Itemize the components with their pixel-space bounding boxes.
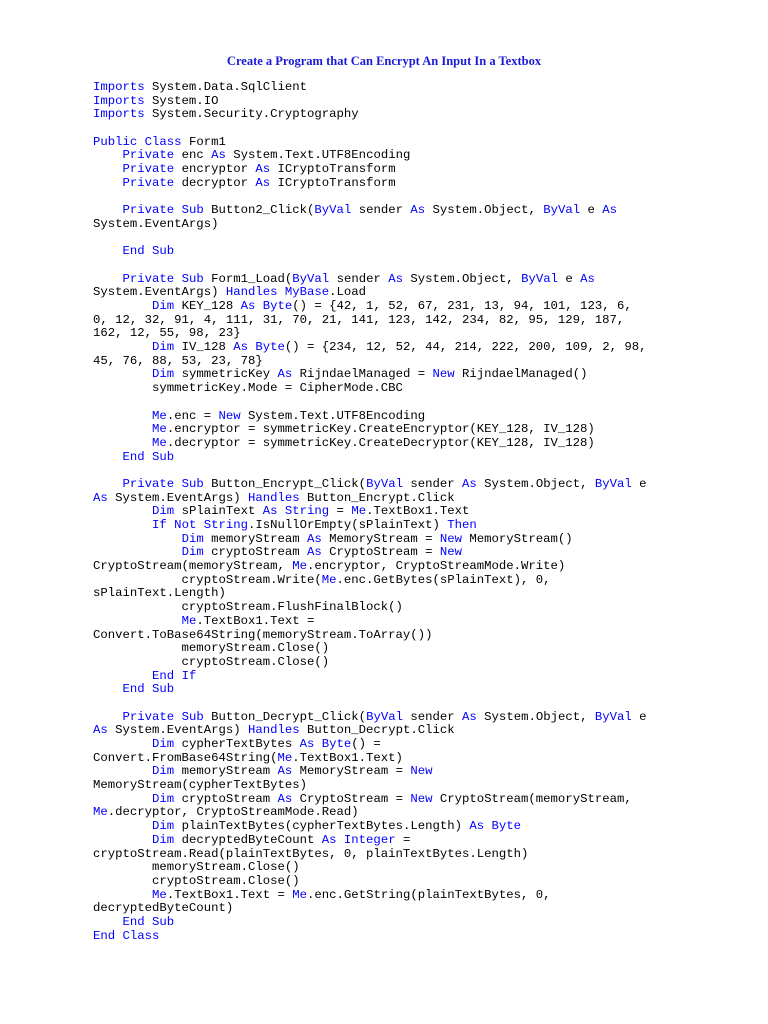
code-text: Button_Encrypt.Click (299, 490, 455, 505)
code-text: cypherTextBytes (174, 737, 300, 751)
code-text: .enc.GetString(plainTextBytes, 0, (307, 887, 551, 902)
code-text (93, 545, 182, 559)
code-keyword: Dim (152, 299, 175, 313)
code-keyword: New (432, 367, 455, 382)
code-line (93, 423, 647, 437)
code-keyword: Imports (93, 93, 145, 108)
code-text: cryptoStream.Write( (93, 572, 322, 587)
code-text: = (395, 832, 411, 847)
code-keyword: ByVal (292, 271, 330, 286)
code-line (93, 478, 647, 492)
code-text: e (631, 476, 647, 491)
code-keyword: Me (292, 559, 308, 574)
code-keyword: As (255, 162, 271, 177)
code-text: .enc = (166, 408, 219, 423)
code-text (93, 518, 152, 532)
code-text: RijndaelManaged() (454, 367, 588, 382)
code-text: memoryStream (174, 764, 278, 779)
code-text: .TextBox1.Text = (166, 887, 293, 902)
code-text: System.EventArgs) (107, 723, 248, 738)
code-line (93, 848, 647, 862)
code-keyword: Me (181, 613, 197, 628)
code-text: () = {234, 12, 52, 44, 214, 222, 200, 109, 2, 98, (284, 340, 647, 355)
code-text: sPlainText.Length) (93, 586, 226, 601)
code-keyword: As (93, 723, 108, 738)
code-text (93, 764, 152, 778)
code-keyword: End If (152, 668, 197, 683)
code-line (93, 95, 647, 109)
code-line (93, 738, 647, 752)
code-text: cryptoStream (174, 791, 278, 806)
code-text: System.Text.UTF8Encoding (225, 148, 411, 163)
code-keyword: Dim (152, 764, 175, 779)
code-keyword: Me (152, 408, 167, 423)
code-text: symmetricKey (174, 367, 278, 382)
code-text (93, 819, 152, 833)
code-line (93, 806, 647, 820)
code-text (93, 614, 182, 628)
code-text: 0, 12, 32, 91, 4, 111, 31, 70, 21, 141, 123, 142, 234, 82, 95, 129, 187, (93, 312, 625, 327)
code-text: = (329, 504, 352, 519)
code-text: sPlainText (174, 504, 263, 519)
code-text (93, 367, 152, 381)
code-line (93, 286, 647, 300)
code-keyword: New (218, 408, 241, 423)
code-keyword: Private Sub (122, 709, 204, 724)
code-keyword: As Byte (240, 299, 293, 313)
code-line (93, 875, 647, 889)
code-text (93, 148, 123, 162)
code-text (93, 477, 123, 491)
code-text: CryptoStream(memoryStream, (93, 559, 293, 574)
code-text: cryptoStream.Close() (93, 873, 300, 888)
code-text: 162, 12, 55, 98, 23} (93, 326, 241, 341)
code-text: System.Data.SqlClient (144, 80, 308, 94)
code-keyword: Private Sub (122, 271, 204, 286)
code-keyword: As (255, 175, 271, 190)
code-keyword: ByVal (521, 271, 558, 286)
code-line (93, 177, 647, 191)
code-text: decryptedByteCount (174, 832, 322, 847)
code-line (93, 382, 647, 396)
code-keyword: New (439, 545, 462, 560)
code-line (93, 81, 647, 95)
code-line (93, 642, 647, 656)
code-text: Convert.ToBase64String(memoryStream.ToArray()) (93, 627, 433, 642)
code-text: .IsNullOrEmpty(sPlainText) (247, 518, 448, 532)
code-keyword: ByVal (594, 476, 632, 491)
code-line (93, 341, 647, 355)
code-line (93, 300, 647, 314)
code-text (93, 669, 152, 683)
code-line (93, 519, 647, 533)
code-line (93, 410, 647, 424)
code-line (93, 368, 647, 382)
code-text: () = {42, 1, 52, 67, 231, 13, 94, 101, 123, 6, (292, 299, 632, 313)
code-line (93, 355, 647, 369)
code-text: e (580, 203, 603, 218)
code-text: decryptor (174, 175, 256, 190)
code-text: Button2_Click( (203, 203, 315, 218)
code-text: System.Object, (425, 203, 544, 218)
code-text: Form1 (181, 134, 226, 149)
code-text: KEY_128 (174, 299, 241, 313)
code-text: System.EventArgs) (107, 490, 248, 505)
code-keyword: As (277, 367, 293, 382)
code-line (93, 629, 647, 643)
code-text: Button_Encrypt_Click( (203, 476, 367, 491)
code-text (93, 915, 123, 929)
code-keyword: Dim (181, 531, 204, 546)
document-title: Create a Program that Can Encrypt An Input In a Textbox (226, 54, 542, 68)
code-text: sender (329, 271, 389, 286)
code-line (93, 861, 647, 875)
code-text: decryptedByteCount) (93, 901, 234, 916)
code-text (93, 409, 152, 423)
code-keyword: ByVal (314, 203, 352, 218)
code-keyword: As Integer (321, 832, 396, 847)
code-line (93, 273, 647, 287)
code-text (93, 504, 152, 518)
code-keyword: Me (152, 887, 167, 902)
code-keyword: As (462, 709, 477, 724)
code-keyword: End Sub (122, 682, 175, 697)
code-line (93, 916, 647, 930)
code-text: Button_Decrypt_Click( (203, 709, 367, 724)
code-line (93, 615, 647, 629)
code-line (93, 724, 647, 738)
code-keyword: Private (122, 148, 175, 163)
code-keyword: Dim (152, 367, 175, 382)
code-keyword: End Sub (122, 449, 175, 464)
code-line (93, 505, 647, 519)
code-keyword: As Byte (469, 819, 522, 834)
code-line (93, 902, 647, 916)
code-line (93, 122, 647, 136)
code-line (93, 656, 647, 670)
code-keyword: End Class (93, 928, 160, 943)
code-line (93, 108, 647, 122)
code-text (93, 833, 152, 847)
code-line (93, 492, 647, 506)
code-keyword: Dim (152, 819, 175, 834)
code-text: Button_Decrypt.Click (299, 723, 455, 738)
code-keyword: Me (93, 805, 108, 820)
code-text: CryptoStream = (321, 545, 440, 560)
code-keyword: As (277, 764, 293, 779)
code-text (93, 176, 123, 190)
code-block (93, 81, 647, 943)
code-text (93, 436, 152, 450)
code-text: MemoryStream() (462, 531, 573, 546)
code-keyword: New (410, 791, 433, 806)
code-line (93, 149, 647, 163)
code-keyword: Imports (93, 107, 145, 122)
code-keyword: If Not String (152, 518, 248, 532)
code-line (93, 259, 647, 273)
code-line (93, 834, 647, 848)
code-keyword: Private (122, 162, 175, 177)
code-text (93, 532, 182, 546)
code-text: CryptoStream = (292, 791, 411, 806)
code-line (93, 437, 647, 451)
code-line (93, 779, 647, 793)
code-keyword: Dim (181, 545, 204, 560)
code-text (93, 244, 123, 258)
code-text: .decryptor = symmetricKey.CreateDecryptor(KEY_128, IV_128) (166, 435, 595, 450)
code-keyword: Dim (152, 791, 175, 806)
code-text: MemoryStream = (292, 764, 411, 779)
code-line (93, 930, 647, 944)
code-line (93, 560, 647, 574)
code-text: Convert.FromBase64String( (93, 750, 278, 765)
code-text (93, 682, 123, 696)
code-line (93, 327, 647, 341)
code-text: .TextBox1.Text) (292, 750, 403, 765)
code-keyword: As (307, 545, 322, 560)
code-keyword: Then (447, 518, 477, 532)
code-line (93, 191, 647, 205)
code-keyword: Private Sub (122, 203, 204, 218)
code-keyword: ByVal (594, 709, 632, 724)
code-keyword: As Byte (299, 737, 352, 751)
code-line (93, 218, 647, 232)
code-line (93, 245, 647, 259)
code-line (93, 711, 647, 725)
code-text: sender (402, 476, 463, 491)
code-text: encryptor (174, 162, 256, 177)
code-text: cryptoStream.Read(plainTextBytes, 0, plainTextBytes.Length) (93, 846, 529, 861)
code-text: memoryStream.Close() (93, 860, 300, 875)
code-keyword: Dim (152, 737, 175, 751)
code-text: System.Object, (476, 709, 595, 724)
code-text (93, 710, 123, 724)
code-text: System.EventArgs) (93, 285, 226, 300)
code-text (93, 792, 152, 806)
code-text: System.EventArgs) (93, 216, 219, 231)
code-line (93, 765, 647, 779)
code-text: System.Object, (476, 476, 595, 491)
code-line (93, 601, 647, 615)
code-keyword: New (439, 531, 462, 546)
code-keyword: As String (262, 504, 330, 519)
code-line (93, 396, 647, 410)
code-text: System.Text.UTF8Encoding (240, 408, 426, 423)
code-text: 45, 76, 88, 53, 23, 78} (93, 353, 263, 368)
code-text: CryptoStream(memoryStream, (432, 791, 632, 806)
code-text: MemoryStream = (321, 531, 440, 546)
code-line (93, 204, 647, 218)
code-keyword: Me (152, 435, 167, 450)
code-line (93, 533, 647, 547)
code-keyword: As (307, 531, 322, 546)
code-text: sender (402, 709, 463, 724)
code-text (93, 162, 123, 176)
code-text (93, 422, 152, 436)
code-keyword: Handles (247, 490, 300, 505)
code-text: .TextBox1.Text = (196, 613, 315, 628)
code-text: cryptoStream (203, 545, 308, 560)
code-line (93, 546, 647, 560)
code-text: e (557, 271, 581, 286)
code-keyword: Public Class (93, 134, 182, 149)
code-text (93, 203, 123, 217)
code-text: RijndaelManaged = (292, 367, 433, 382)
code-keyword: As (602, 203, 618, 218)
code-line (93, 464, 647, 478)
code-keyword: Me (277, 750, 293, 765)
code-text: .encryptor = symmetricKey.CreateEncryptor(KEY_128, IV_128) (166, 422, 595, 437)
code-keyword: Me (152, 422, 167, 437)
code-keyword: As Byte (233, 340, 285, 355)
code-text: sender (351, 203, 411, 218)
code-line (93, 889, 647, 903)
code-line (93, 697, 647, 711)
code-text: e (631, 709, 647, 724)
code-text (93, 737, 152, 751)
code-keyword: Private (122, 175, 175, 190)
code-keyword: Me (321, 572, 337, 587)
code-keyword: As (388, 271, 403, 286)
code-text: memoryStream (203, 531, 308, 546)
code-line (93, 820, 647, 834)
code-text (93, 299, 152, 313)
code-keyword: New (410, 764, 433, 779)
code-keyword: Dim (152, 832, 175, 847)
code-line (93, 752, 647, 766)
code-keyword: As (277, 791, 293, 806)
code-text: .enc.GetBytes(sPlainText), 0, (336, 572, 551, 587)
code-keyword: ByVal (366, 709, 403, 724)
code-text: .encryptor, CryptoStreamMode.Write) (307, 559, 566, 574)
code-text: .TextBox1.Text (366, 504, 470, 519)
code-text: Form1_Load( (203, 271, 293, 286)
code-keyword: Imports (93, 80, 145, 94)
code-line (93, 683, 647, 697)
code-line (93, 793, 647, 807)
code-text: memoryStream.Close() (93, 641, 330, 656)
code-keyword: As (93, 490, 108, 505)
code-line (93, 314, 647, 328)
code-text: ICryptoTransform (270, 162, 396, 177)
code-keyword: Handles MyBase (225, 285, 330, 300)
code-keyword: ByVal (543, 203, 581, 218)
code-keyword: End Sub (122, 244, 175, 259)
code-line (93, 670, 647, 684)
code-keyword: Me (351, 504, 367, 519)
code-text: IV_128 (174, 340, 234, 355)
code-text: .decryptor, CryptoStreamMode.Read) (107, 805, 359, 820)
code-line (93, 232, 647, 246)
code-text: enc (174, 148, 212, 163)
code-keyword: Dim (152, 504, 175, 519)
code-keyword: Dim (152, 340, 175, 355)
code-text: MemoryStream(cypherTextBytes) (93, 778, 308, 793)
code-keyword: As (462, 476, 477, 491)
code-text: ICryptoTransform (270, 175, 396, 190)
code-text: cryptoStream.FlushFinalBlock() (93, 600, 403, 615)
code-text: System.IO (144, 93, 219, 108)
code-keyword: As (580, 271, 595, 286)
code-text: .Load (329, 285, 367, 300)
code-line (93, 587, 647, 601)
code-text (93, 272, 123, 286)
code-keyword: ByVal (366, 476, 403, 491)
code-keyword: As (410, 203, 426, 218)
code-keyword: End Sub (122, 914, 175, 929)
code-text (93, 888, 152, 902)
code-keyword: Private Sub (122, 476, 204, 491)
code-text (93, 340, 152, 354)
code-text: () = (351, 737, 381, 751)
code-text: plainTextBytes(cypherTextBytes.Length) (174, 819, 470, 834)
code-line (93, 451, 647, 465)
code-keyword: Handles (247, 723, 300, 738)
code-text: cryptoStream.Close() (93, 654, 330, 669)
code-line (93, 136, 647, 150)
code-text: symmetricKey.Mode = CipherMode.CBC (93, 381, 403, 396)
code-line (93, 163, 647, 177)
code-keyword: Me (292, 887, 308, 902)
code-text: System.Security.Cryptography (144, 107, 359, 122)
code-text: System.Object, (403, 271, 522, 286)
code-keyword: As (211, 148, 226, 163)
code-line (93, 574, 647, 588)
code-text (93, 450, 123, 464)
